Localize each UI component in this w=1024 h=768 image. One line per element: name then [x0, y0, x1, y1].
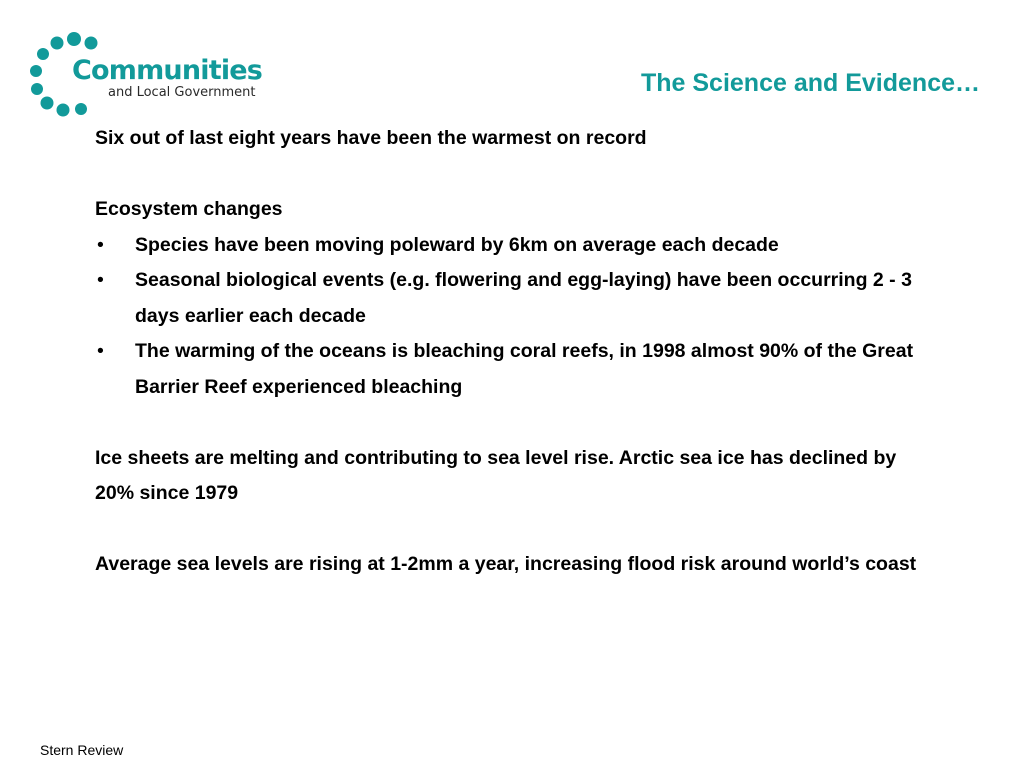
bullet-item — [95, 334, 935, 405]
bullet-text: Species have been moving poleward by 6km on average each decade — [135, 233, 779, 256]
spacer — [95, 405, 935, 441]
bullet-icon: • — [97, 233, 104, 256]
bullet-text: The warming of the oceans is bleaching coral reefs, in 1998 almost 90% of the Great Barrier Reef experienced bleaching — [135, 340, 914, 398]
communities-logo — [28, 30, 268, 120]
logo-subtitle: and Local Government — [108, 85, 256, 100]
bullet-text: Seasonal biological events (e.g. flowering and egg-laying) have been occurring 2 - 3 days earlier each decade — [135, 269, 912, 327]
bullet-item — [95, 263, 935, 334]
bullet-item — [95, 228, 935, 264]
record-paragraph: Six out of last eight years have been the warmest on record — [95, 127, 647, 149]
ecosystem-heading: Ecosystem changes — [95, 198, 283, 220]
bullet-icon: • — [97, 269, 104, 291]
slide-body — [95, 121, 935, 583]
slide-title: The Science and Evidence… — [640, 69, 980, 97]
footer-source: Stern Review — [40, 742, 124, 758]
bullet-icon: • — [97, 340, 104, 362]
spacer — [95, 512, 935, 548]
spacer — [95, 157, 935, 193]
sea-level-paragraph: Average sea levels are rising at 1-2mm a year, increasing flood risk around world’s coast — [95, 553, 917, 575]
ice-paragraph: Ice sheets are melting and contributing to sea level rise. Arctic sea ice has declined by 20% since 1979 — [95, 446, 897, 504]
logo-name: Communities — [72, 55, 263, 86]
